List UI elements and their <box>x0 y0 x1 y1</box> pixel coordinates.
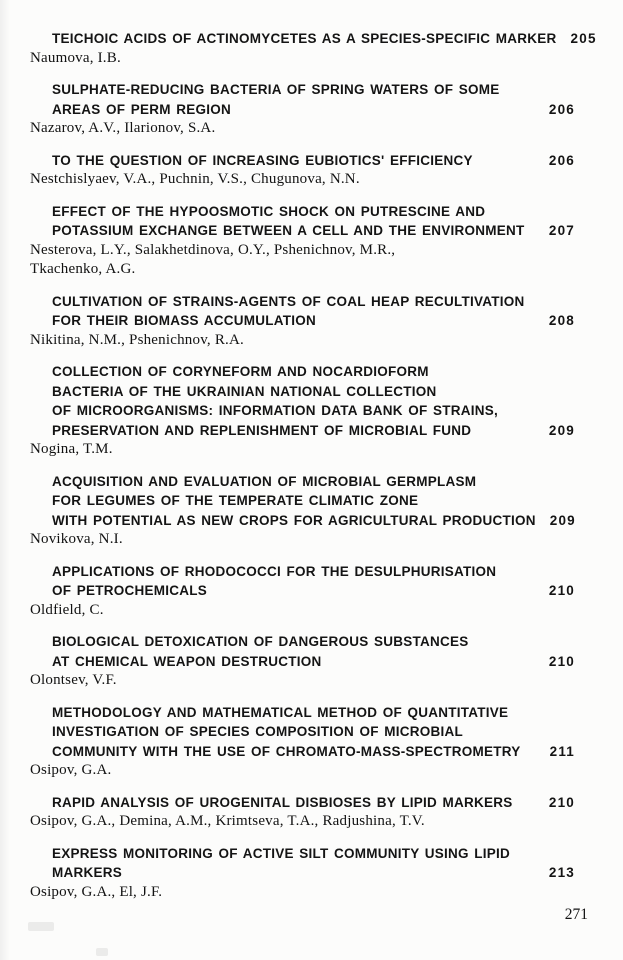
entry-authors <box>30 119 575 139</box>
entry-title <box>30 151 575 171</box>
entry-title-line <box>52 382 575 402</box>
entry-title-text: OF MICROORGANISMS: INFORMATION DATA BANK OF STRAINS, <box>52 403 498 418</box>
entry-title-line <box>52 491 575 511</box>
entry-title <box>30 793 575 813</box>
entry-authors <box>30 671 575 691</box>
entry-title-line <box>52 151 575 171</box>
toc-entry <box>30 793 575 832</box>
entry-page-number: 210 <box>548 653 575 669</box>
entry-title-line <box>52 722 575 742</box>
entry-author-line: Osipov, G.A. <box>30 762 112 778</box>
entry-author-line: Olontsev, V.F. <box>30 672 117 688</box>
entry-title-line <box>52 421 575 441</box>
entry-author-line: Novikova, N.I. <box>30 531 123 547</box>
toc-entry <box>30 562 575 621</box>
entry-author-line: Nogina, T.M. <box>30 441 113 457</box>
entry-title-text: EXPRESS MONITORING OF ACTIVE SILT COMMUNITY USING LIPID <box>52 845 511 861</box>
entry-title-line <box>52 793 575 813</box>
entry-title-line <box>52 844 575 864</box>
entry-page-number: 209 <box>549 512 576 528</box>
entry-title-text: PRESERVATION AND REPLENISHMENT OF MICROBIAL FUND <box>52 422 472 438</box>
entry-author-line: Oldfield, C. <box>30 601 104 618</box>
toc-entry <box>30 151 575 190</box>
entry-title-line <box>52 472 575 492</box>
entry-title-text: WITH POTENTIAL AS NEW CROPS FOR AGRICULTURAL PRODUCTION <box>52 512 536 528</box>
entry-author-line: Nesterova, L.Y., Salakhetdinova, O.Y., Pshenichnov, M.R., <box>30 241 396 258</box>
entry-title-line <box>52 362 575 382</box>
entry-title-text: RAPID ANALYSIS OF UROGENITAL DISBIOSES BY LIPID MARKERS <box>52 794 513 810</box>
toc-entry <box>30 29 597 68</box>
entry-page-number: 213 <box>548 865 575 880</box>
entry-title <box>30 844 575 883</box>
entry-title-line <box>52 80 575 100</box>
entry-title <box>30 562 575 601</box>
entry-title-text: AT CHEMICAL WEAPON DESTRUCTION <box>52 653 322 669</box>
entry-author-line: Tkachenko, A.G. <box>30 261 136 277</box>
toc-entry <box>30 292 575 351</box>
entry-title-text: OF PETROCHEMICALS <box>52 583 208 598</box>
toc-entry <box>30 362 575 460</box>
entry-authors <box>30 812 575 832</box>
entry-title-text: INVESTIGATION OF SPECIES COMPOSITION OF MICROBIAL <box>52 724 464 739</box>
entry-author-line: Naumova, I.B. <box>30 49 121 66</box>
entry-title-text: CULTIVATION OF STRAINS-AGENTS OF COAL HEAP RECULTIVATION <box>52 293 525 309</box>
entry-title-line <box>52 652 575 672</box>
entry-title-line <box>52 100 575 120</box>
entry-title-text: BACTERIA OF THE UKRAINIAN NATIONAL COLLECTION <box>52 383 437 399</box>
entry-title-text: ACQUISITION AND EVALUATION OF MICROBIAL GERMPLASM <box>52 473 477 489</box>
entry-authors <box>30 761 575 781</box>
toc-entry <box>30 632 575 691</box>
entry-title <box>30 472 575 531</box>
entry-author-line: Nazarov, A.V., Ilarionov, S.A. <box>30 120 216 136</box>
entry-title <box>30 29 597 49</box>
entry-title-line <box>52 863 575 883</box>
entry-page-number: 210 <box>548 583 575 598</box>
entry-title-line <box>52 29 597 49</box>
entry-page-number: 211 <box>549 743 575 759</box>
entry-authors <box>30 331 575 351</box>
entry-title-text: FOR THEIR BIOMASS ACCUMULATION <box>52 313 316 328</box>
entry-title <box>30 202 575 241</box>
toc-entry <box>30 703 575 781</box>
scan-smudge <box>96 948 108 956</box>
entry-title-line <box>52 202 575 222</box>
entry-title-line <box>52 632 575 652</box>
entry-title <box>30 362 575 440</box>
entry-title-line <box>52 742 575 762</box>
entry-title-text: POTASSIUM EXCHANGE BETWEEN A CELL AND THE ENVIRONMENT <box>52 223 525 238</box>
scan-smudge <box>28 922 54 931</box>
entry-author-line: Osipov, G.A., Demina, A.M., Krimtseva, T.A., Radjushina, T.V. <box>30 813 425 829</box>
entry-author-line: Nikitina, N.M., Pshenichnov, R.A. <box>30 331 244 348</box>
entry-title-line <box>52 221 575 241</box>
entry-authors <box>30 883 575 903</box>
entry-authors <box>30 170 575 190</box>
toc-entry <box>30 472 575 550</box>
entry-title-line <box>52 581 575 601</box>
entry-page-number: 208 <box>548 313 575 328</box>
entry-authors <box>30 601 575 621</box>
toc-entries <box>30 29 597 914</box>
entry-title-line <box>52 401 575 421</box>
toc-entry <box>30 202 575 280</box>
entry-title <box>30 292 575 331</box>
entry-authors <box>30 440 575 460</box>
entry-page-number: 209 <box>548 422 575 438</box>
entry-title <box>30 703 575 762</box>
entry-title-text: COMMUNITY WITH THE USE OF CHROMATO-MASS-SPECTROMETRY <box>52 743 521 759</box>
toc-entry <box>30 844 575 903</box>
entry-author-line: Osipov, G.A., El, J.F. <box>30 883 163 900</box>
entry-title-text: COLLECTION OF CORYNEFORM AND NOCARDIOFORM <box>52 364 429 379</box>
entry-title-text: BIOLOGICAL DETOXICATION OF DANGEROUS SUBSTANCES <box>52 634 469 649</box>
entry-title-line <box>52 562 575 582</box>
entry-title <box>30 632 575 671</box>
entry-page-number: 205 <box>570 31 597 46</box>
entry-title-text: EFFECT OF THE HYPOOSMOTIC SHOCK ON PUTRESCINE AND <box>52 203 486 219</box>
entry-page-number: 210 <box>548 794 575 810</box>
entry-title-text: METHODOLOGY AND MATHEMATICAL METHOD OF QUANTITATIVE <box>52 704 509 720</box>
entry-title-text: FOR LEGUMES OF THE TEMPERATE CLIMATIC ZONE <box>52 493 419 508</box>
entry-title-text: SULPHATE-REDUCING BACTERIA OF SPRING WATERS OF SOME <box>52 82 500 97</box>
entry-title-text: AREAS OF PERM REGION <box>52 101 232 117</box>
entry-page-number: 206 <box>548 101 575 117</box>
entry-title-text: TO THE QUESTION OF INCREASING EUBIOTICS' EFFICIENCY <box>52 152 473 168</box>
entry-page-number: 207 <box>548 223 575 238</box>
entry-author-line: Nestchislyaev, V.A., Puchnin, V.S., Chugunova, N.N. <box>30 171 360 187</box>
entry-authors <box>30 530 575 550</box>
entry-title-text: APPLICATIONS OF RHODOCOCCI FOR THE DESULPHURISATION <box>52 563 497 579</box>
entry-title-line <box>52 511 575 531</box>
entry-authors <box>30 49 575 69</box>
toc-entry <box>30 80 575 139</box>
entry-page-number: 206 <box>548 152 575 168</box>
entry-title-line <box>52 292 575 312</box>
footer-page-number: 271 <box>564 906 588 923</box>
entry-title-text: TEICHOIC ACIDS OF ACTINOMYCETES AS A SPECIES-SPECIFIC MARKER <box>52 31 557 46</box>
entry-title-line <box>52 311 575 331</box>
entry-title-line <box>52 703 575 723</box>
entry-authors <box>30 241 575 280</box>
entry-title <box>30 80 575 119</box>
entry-title-text: MARKERS <box>52 865 123 880</box>
